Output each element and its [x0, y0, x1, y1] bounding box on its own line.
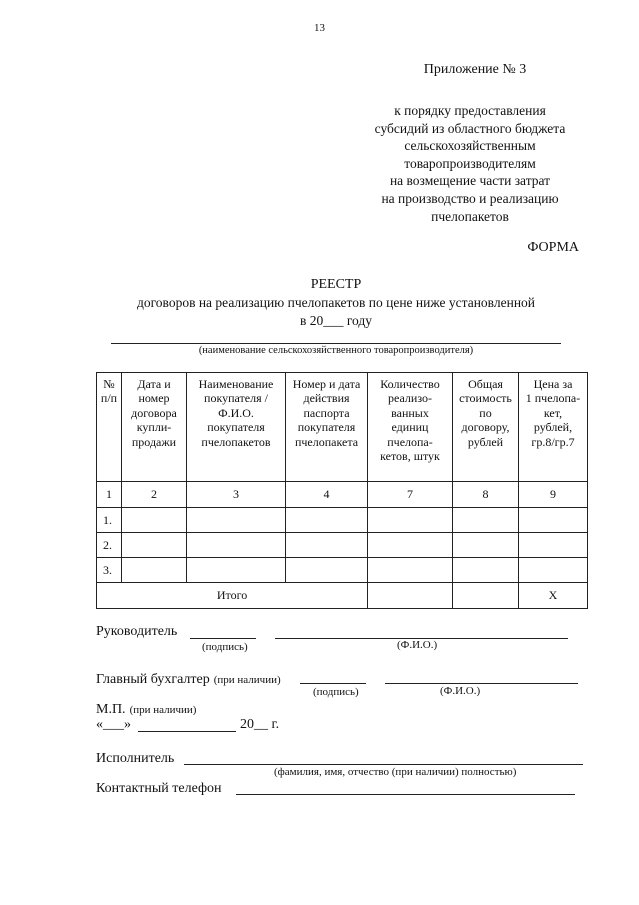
org-name-line [111, 343, 561, 344]
date-day[interactable]: «___» [96, 717, 131, 732]
table-cell[interactable] [187, 533, 286, 558]
table-cell[interactable] [122, 508, 187, 533]
table-cell[interactable] [368, 558, 453, 583]
table-cell[interactable] [286, 558, 368, 583]
row-number-cell: 3. [97, 558, 122, 583]
date-year[interactable]: 20__ г. [240, 717, 280, 732]
table-row [97, 533, 588, 558]
head-signature-caption: (подпись) [202, 641, 248, 653]
column-number-cell: 3 [187, 482, 286, 508]
column-number-cell: 9 [519, 482, 588, 508]
table-cell[interactable] [286, 508, 368, 533]
table-cell[interactable] [519, 558, 588, 583]
column-number-cell: 8 [453, 482, 519, 508]
header-cell: № п/п [97, 373, 122, 482]
table-cell[interactable] [453, 533, 519, 558]
accountant-signature-line[interactable] [300, 683, 366, 684]
table-cell[interactable] [453, 583, 519, 609]
table-cell[interactable] [519, 508, 588, 533]
row-number-cell: 1. [97, 508, 122, 533]
accountant-fio-caption: (Ф.И.О.) [440, 685, 481, 697]
table-row [97, 558, 588, 583]
table-cell[interactable] [187, 508, 286, 533]
column-number-cell: 4 [286, 482, 368, 508]
form-label: ФОРМА [527, 240, 579, 255]
head-fio-caption: (Ф.И.О.) [397, 639, 438, 651]
phone-label: Контактный телефон [96, 781, 222, 796]
appendix-subtitle-line: на возмещение части затрат [389, 173, 551, 189]
executor-line[interactable] [184, 764, 583, 765]
appendix-subtitle-line: субсидий из областного бюджета [374, 120, 566, 136]
appendix-subtitle-line: сельскохозяйственным [404, 138, 536, 154]
table-cell[interactable] [368, 583, 453, 609]
column-number-cell: 7 [368, 482, 453, 508]
table-cell[interactable] [122, 558, 187, 583]
header-cell: Дата и номер договора купли- продажи [122, 373, 187, 482]
header-cell: Общая стоимость по договору, рублей [453, 373, 519, 482]
appendix-subtitle [340, 102, 600, 225]
table-cell[interactable] [453, 508, 519, 533]
column-number-cell: 2 [122, 482, 187, 508]
executor-label: Исполнитель [96, 751, 175, 766]
appendix-title: Приложение № 3 [423, 62, 527, 77]
table-row [97, 508, 588, 533]
appendix-subtitle-line: к порядку предоставления [394, 103, 546, 118]
appendix-subtitle-line: товаропроизводителям [404, 155, 536, 171]
row-number-cell: 2. [97, 533, 122, 558]
phone-line[interactable] [236, 794, 575, 795]
registry-title: РЕЕСТР [310, 277, 362, 292]
registry-subtitle [0, 294, 639, 330]
header-cell: Наименование покупателя / Ф.И.О. покупателя пчелопакетов [187, 373, 286, 482]
column-number-row [97, 482, 588, 508]
registry-subtitle-text: договоров на реализацию пчелопакетов по цене ниже установленной [136, 295, 536, 310]
table-cell[interactable] [368, 508, 453, 533]
appendix-subtitle-line: на производство и реализацию [381, 190, 559, 206]
date-month-line[interactable] [138, 731, 236, 732]
table-cell[interactable] [453, 558, 519, 583]
total-row [97, 583, 588, 609]
registry-year-line: в 20___ году [299, 313, 373, 328]
table-cell[interactable] [122, 533, 187, 558]
table-cell[interactable] [187, 558, 286, 583]
table-cell[interactable] [368, 533, 453, 558]
registry-table [96, 372, 588, 609]
header-cell: Номер и дата действия паспорта покупателя пчелопакета [286, 373, 368, 482]
accountant-fio-line[interactable] [385, 683, 578, 684]
stamp-label: М.П. [96, 702, 126, 717]
table-header-row [97, 373, 588, 482]
column-number-cell: 1 [97, 482, 122, 508]
executor-caption: (фамилия, имя, отчество (при наличии) полностью) [274, 766, 517, 778]
head-signature-line[interactable] [190, 638, 256, 639]
stamp-group [96, 700, 196, 718]
accountant-signature-caption: (подпись) [313, 686, 359, 698]
header-cell: Количество реализо- ванных единиц пчелопа- кетов, штук [368, 373, 453, 482]
stamp-if-any: (при наличии) [129, 704, 197, 716]
page-number: 13 [314, 22, 325, 34]
org-name-caption: (наименование сельскохозяйственного товаропроизводителя) [198, 345, 474, 356]
accountant-label-group [96, 670, 281, 688]
accountant-if-any: (при наличии) [213, 674, 281, 686]
table-cell[interactable] [286, 533, 368, 558]
head-label: Руководитель [96, 624, 178, 639]
total-label-cell: Итого [97, 583, 368, 609]
table-cell[interactable] [519, 533, 588, 558]
appendix-subtitle-line: пчелопакетов [431, 208, 509, 224]
accountant-label: Главный бухгалтер [96, 672, 210, 687]
header-cell: Цена за 1 пчелопа- кет, рублей, гр.8/гр.7 [519, 373, 588, 482]
total-mark-cell: Х [519, 583, 588, 609]
